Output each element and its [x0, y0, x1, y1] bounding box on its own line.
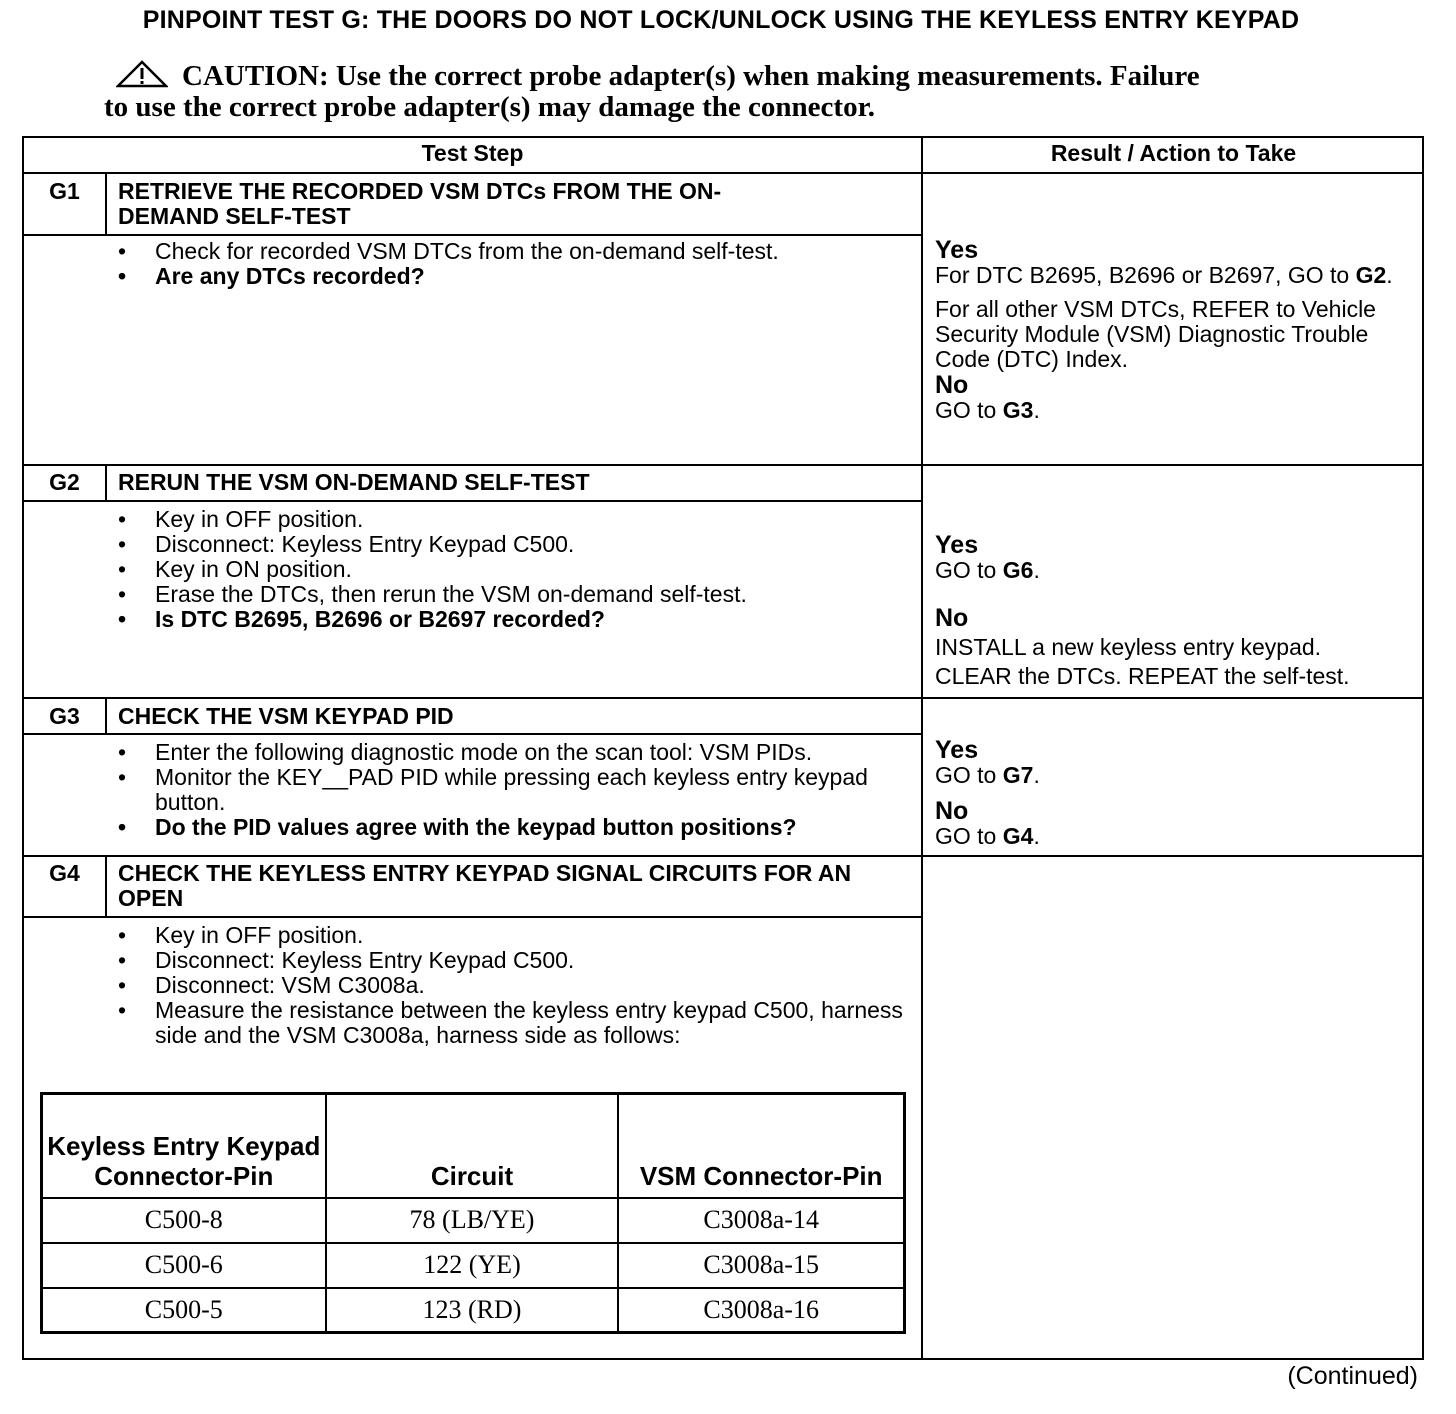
result-text: GO to [935, 557, 997, 583]
result-text: INSTALL a new keyless entry keypad. [935, 634, 1322, 660]
step-name-g2: RERUN THE VSM ON-DEMAND SELF-TEST [118, 469, 590, 495]
result-text: GO to [935, 823, 997, 849]
step-g1-bullets [118, 239, 908, 289]
result-g1: Yes For DTC B2695, B2696 or B2697, GO to G2. For all other VSM DTCs, REFER to Vehicle Security Module (VSM) Diagnostic Trouble Code (DTC) Index. No GO to G3. [935, 237, 1420, 423]
result-text: GO to [935, 397, 997, 423]
table-cell: C500-5 [42, 1288, 326, 1333]
warning-triangle-icon [116, 60, 168, 88]
table-cell: C3008a-14 [618, 1198, 904, 1243]
step-g3-bullets [118, 740, 908, 840]
step-link-g4[interactable]: G4 [1002, 823, 1034, 849]
table-cell: C3008a-15 [618, 1243, 904, 1288]
result-g2: Yes GO to G6. No INSTALL a new keyless entry keypad. CLEAR the DTCs. REPEAT the self-test. [935, 532, 1420, 691]
pin-table-header: Keyless Entry Keypad Connector-Pin [42, 1094, 326, 1198]
table-row [42, 1288, 905, 1333]
table-row [42, 1243, 905, 1288]
continued-label: (Continued) [1287, 1362, 1418, 1390]
step-name-g3: CHECK THE VSM KEYPAD PID [118, 703, 454, 729]
result-text: For DTC B2695, B2696 or B2697, GO to [935, 262, 1350, 288]
result-g3: Yes GO to G7. No GO to G4. [935, 737, 1420, 849]
step-name-g1: RETRIEVE THE RECORDED VSM DTCs FROM THE ON-DEMAND SELF-TEST [118, 178, 722, 229]
list-item: • Are any DTCs recorded? [118, 264, 908, 289]
list-item: • Enter the following diagnostic mode on the scan tool: VSM PIDs. [118, 740, 908, 765]
no-label: No [935, 371, 969, 399]
step-code-g2: G2 [49, 469, 80, 495]
no-label: No [935, 797, 969, 825]
step-link-g7[interactable]: G7 [1002, 762, 1034, 788]
list-item: • Key in OFF position. [118, 507, 908, 532]
list-item: • Erase the DTCs, then rerun the VSM on-demand self-test. [118, 582, 908, 607]
no-label: No [935, 604, 969, 632]
header-result: Result / Action to Take [1050, 140, 1297, 166]
result-text: GO to [935, 762, 997, 788]
step-name-g4: CHECK THE KEYLESS ENTRY KEYPAD SIGNAL CIRCUITS FOR AN OPEN [118, 860, 852, 911]
list-item: • Monitor the KEY__PAD PID while pressing each keyless entry keypad button. [118, 765, 908, 815]
yes-label: Yes [935, 736, 979, 764]
page-title: PINPOINT TEST G: THE DOORS DO NOT LOCK/UNLOCK USING THE KEYLESS ENTRY KEYPAD [142, 6, 1300, 34]
table-row [42, 1198, 905, 1243]
pinpoint-test-table [22, 136, 1424, 1360]
caution-line-2: to use the correct probe adapter(s) may damage the connector. [104, 91, 876, 123]
pin-table-header: VSM Connector-Pin [618, 1094, 904, 1198]
pin-resistance-table [40, 1092, 906, 1334]
table-cell: C3008a-16 [618, 1288, 904, 1333]
result-text: For all other VSM DTCs, REFER to Vehicle Security Module (VSM) Diagnostic Trouble Code (DTC) Index. [935, 296, 1376, 372]
step-code-g3: G3 [49, 703, 80, 729]
pin-table-header: Circuit [326, 1094, 619, 1198]
table-cell: 123 (RD) [326, 1288, 619, 1333]
caution-line-1: CAUTION: Use the correct probe adapter(s) when making measurements. Failure [182, 60, 1200, 92]
header-test-step: Test Step [421, 140, 524, 166]
step-link-g2[interactable]: G2 [1355, 262, 1387, 288]
step-code-g4: G4 [49, 860, 80, 886]
step-link-g3[interactable]: G3 [1002, 397, 1034, 423]
yes-label: Yes [935, 531, 979, 559]
step-link-g6[interactable]: G6 [1002, 557, 1034, 583]
table-cell: C500-6 [42, 1243, 326, 1288]
yes-label: Yes [935, 236, 979, 264]
list-item: • Key in OFF position. [118, 923, 908, 948]
list-item: • Measure the resistance between the keyless entry keypad C500, harness side and the VSM C3008a, harness side as follows: [118, 998, 908, 1048]
list-item: • Is DTC B2695, B2696 or B2697 recorded? [118, 607, 908, 632]
step-g2-bullets [118, 507, 908, 632]
list-item: • Disconnect: VSM C3008a. [118, 973, 908, 998]
table-cell: 78 (LB/YE) [326, 1198, 619, 1243]
caution-notice [104, 60, 1404, 123]
result-text: CLEAR the DTCs. REPEAT the self-test. [935, 663, 1350, 689]
step-code-g1: G1 [49, 178, 80, 204]
list-item: • Disconnect: Keyless Entry Keypad C500. [118, 532, 908, 557]
table-cell: 122 (YE) [326, 1243, 619, 1288]
list-item: • Disconnect: Keyless Entry Keypad C500. [118, 948, 908, 973]
table-cell: C500-8 [42, 1198, 326, 1243]
list-item: • Key in ON position. [118, 557, 908, 582]
step-g4-bullets [118, 923, 908, 1048]
list-item: • Do the PID values agree with the keypad button positions? [118, 815, 908, 840]
list-item: • Check for recorded VSM DTCs from the on-demand self-test. [118, 239, 908, 264]
